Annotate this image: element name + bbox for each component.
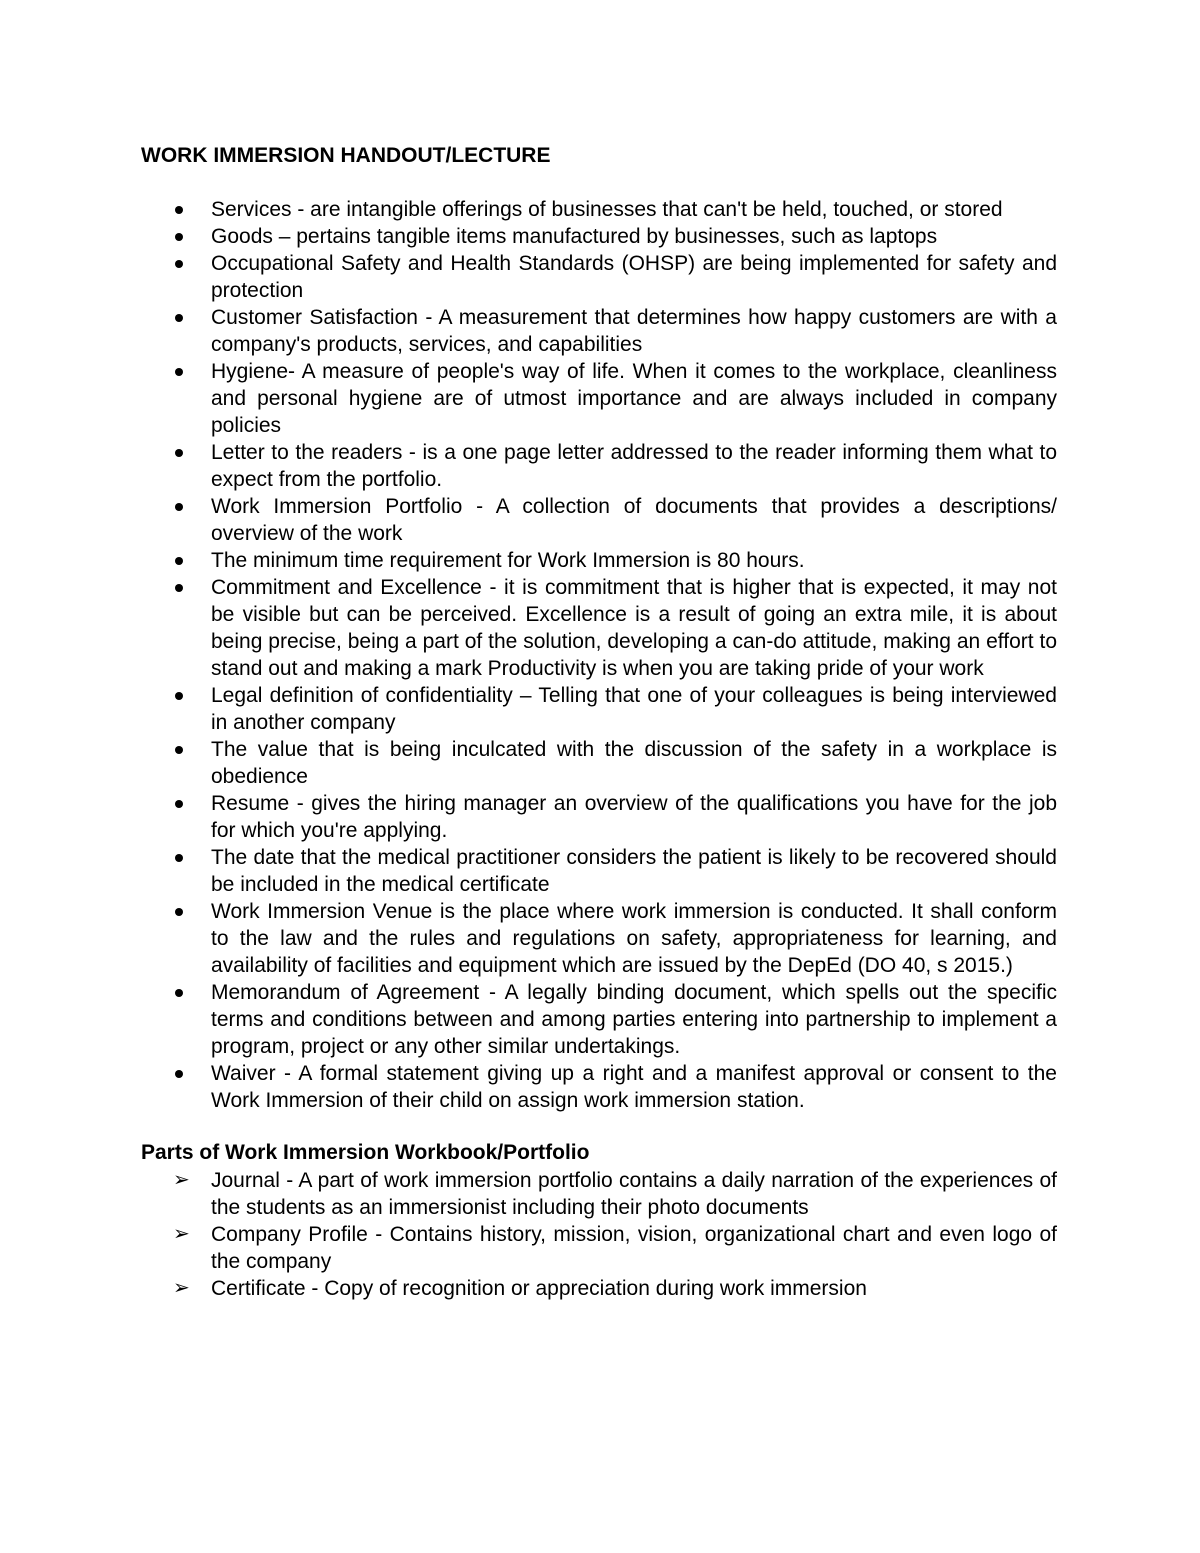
bullet-icon [175,503,183,511]
list-item [141,358,1057,439]
arrow-bullet-icon: ➢ [173,1277,190,1299]
bullet-icon [175,800,183,808]
list-item [141,547,1057,574]
bullet-icon [175,449,183,457]
list-item [141,898,1057,979]
list-item [141,304,1057,358]
bullet-icon [175,206,183,214]
bullet-icon [175,692,183,700]
list-item-text: The value that is being inculcated with the discussion of the safety in a workplace is obedience [211,738,1057,788]
list-item-text: Certificate - Copy of recognition or appreciation during work immersion [211,1277,867,1300]
definitions-list [141,196,1057,1114]
list-item [141,1167,1057,1221]
list-item-text: Hygiene- A measure of people's way of life. When it comes to the workplace, cleanliness and personal hygiene are of utmost importance and are always included in company policies [211,360,1057,437]
document-page [141,141,1057,1302]
list-item-text: Legal definition of confidentiality – Telling that one of your colleagues is being interviewed in another company [211,684,1057,734]
list-item [141,979,1057,1060]
list-item [141,1275,1057,1302]
list-item-text: Resume - gives the hiring manager an overview of the qualifications you have for the job for which you're applying. [211,792,1057,842]
list-item [141,493,1057,547]
list-item [141,574,1057,682]
list-item [141,196,1057,223]
bullet-icon [175,314,183,322]
list-item-text: Memorandum of Agreement - A legally binding document, which spells out the specific terms and conditions between and among parties entering into partnership to implement a program, project or any other similar undertakings. [211,981,1057,1058]
bullet-icon [175,368,183,376]
list-item [141,223,1057,250]
bullet-icon [175,584,183,592]
list-item-text: The minimum time requirement for Work Immersion is 80 hours. [211,549,805,572]
bullet-icon [175,746,183,754]
bullet-icon [175,989,183,997]
bullet-icon [175,233,183,241]
document-title: WORK IMMERSION HANDOUT/LECTURE [141,144,551,167]
list-item-text: Services - are intangible offerings of businesses that can't be held, touched, or stored [211,198,1003,221]
list-item-text: Customer Satisfaction - A measurement that determines how happy customers are with a company's products, services, and capabilities [211,306,1057,356]
list-item-text: Waiver - A formal statement giving up a right and a manifest approval or consent to the Work Immersion of their child on assign work immersion station. [211,1062,1057,1112]
list-item-text: Work Immersion Portfolio - A collection of documents that provides a descriptions/ overview of the work [211,495,1057,545]
list-item-text: Goods – pertains tangible items manufactured by businesses, such as laptops [211,225,938,248]
list-item [141,682,1057,736]
list-item-text: Commitment and Excellence - it is commitment that is higher that is expected, it may not be visible but can be perceived. Excellence is a result of going an extra mile, it is about being precise, being a part of the solution, developing a can-do attitude, making an effort to stand out and making a mark Productivity is when you are taking pride of your work [211,576,1057,680]
list-item-text: Journal - A part of work immersion portfolio contains a daily narration of the experiences of the students as an immersionist including their photo documents [211,1169,1057,1219]
list-item [141,439,1057,493]
arrow-bullet-icon: ➢ [173,1223,190,1245]
list-item [141,790,1057,844]
list-item [141,250,1057,304]
list-item-text: The date that the medical practitioner considers the patient is likely to be recovered should be included in the medical certificate [211,846,1057,896]
bullet-icon [175,260,183,268]
list-item [141,1060,1057,1114]
list-item-text: Company Profile - Contains history, mission, vision, organizational chart and even logo of the company [211,1223,1057,1273]
list-item [141,736,1057,790]
bullet-icon [175,1070,183,1078]
bullet-icon [175,557,183,565]
list-item [141,1221,1057,1275]
list-item-text: Work Immersion Venue is the place where work immersion is conducted. It shall conform to the law and the rules and regulations on safety, appropriateness for learning, and availability of facilities and equipment which are issued by the DepEd (DO 40, s 2015.) [211,900,1057,977]
bullet-icon [175,908,183,916]
list-item-text: Occupational Safety and Health Standards (OHSP) are being implemented for safety and protection [211,252,1057,302]
list-item-text: Letter to the readers - is a one page letter addressed to the reader informing them what to expect from the portfolio. [211,441,1057,491]
bullet-icon [175,854,183,862]
arrow-bullet-icon: ➢ [173,1169,190,1191]
portfolio-parts-list [141,1167,1057,1302]
list-item [141,844,1057,898]
section-heading: Parts of Work Immersion Workbook/Portfolio [141,1141,590,1164]
